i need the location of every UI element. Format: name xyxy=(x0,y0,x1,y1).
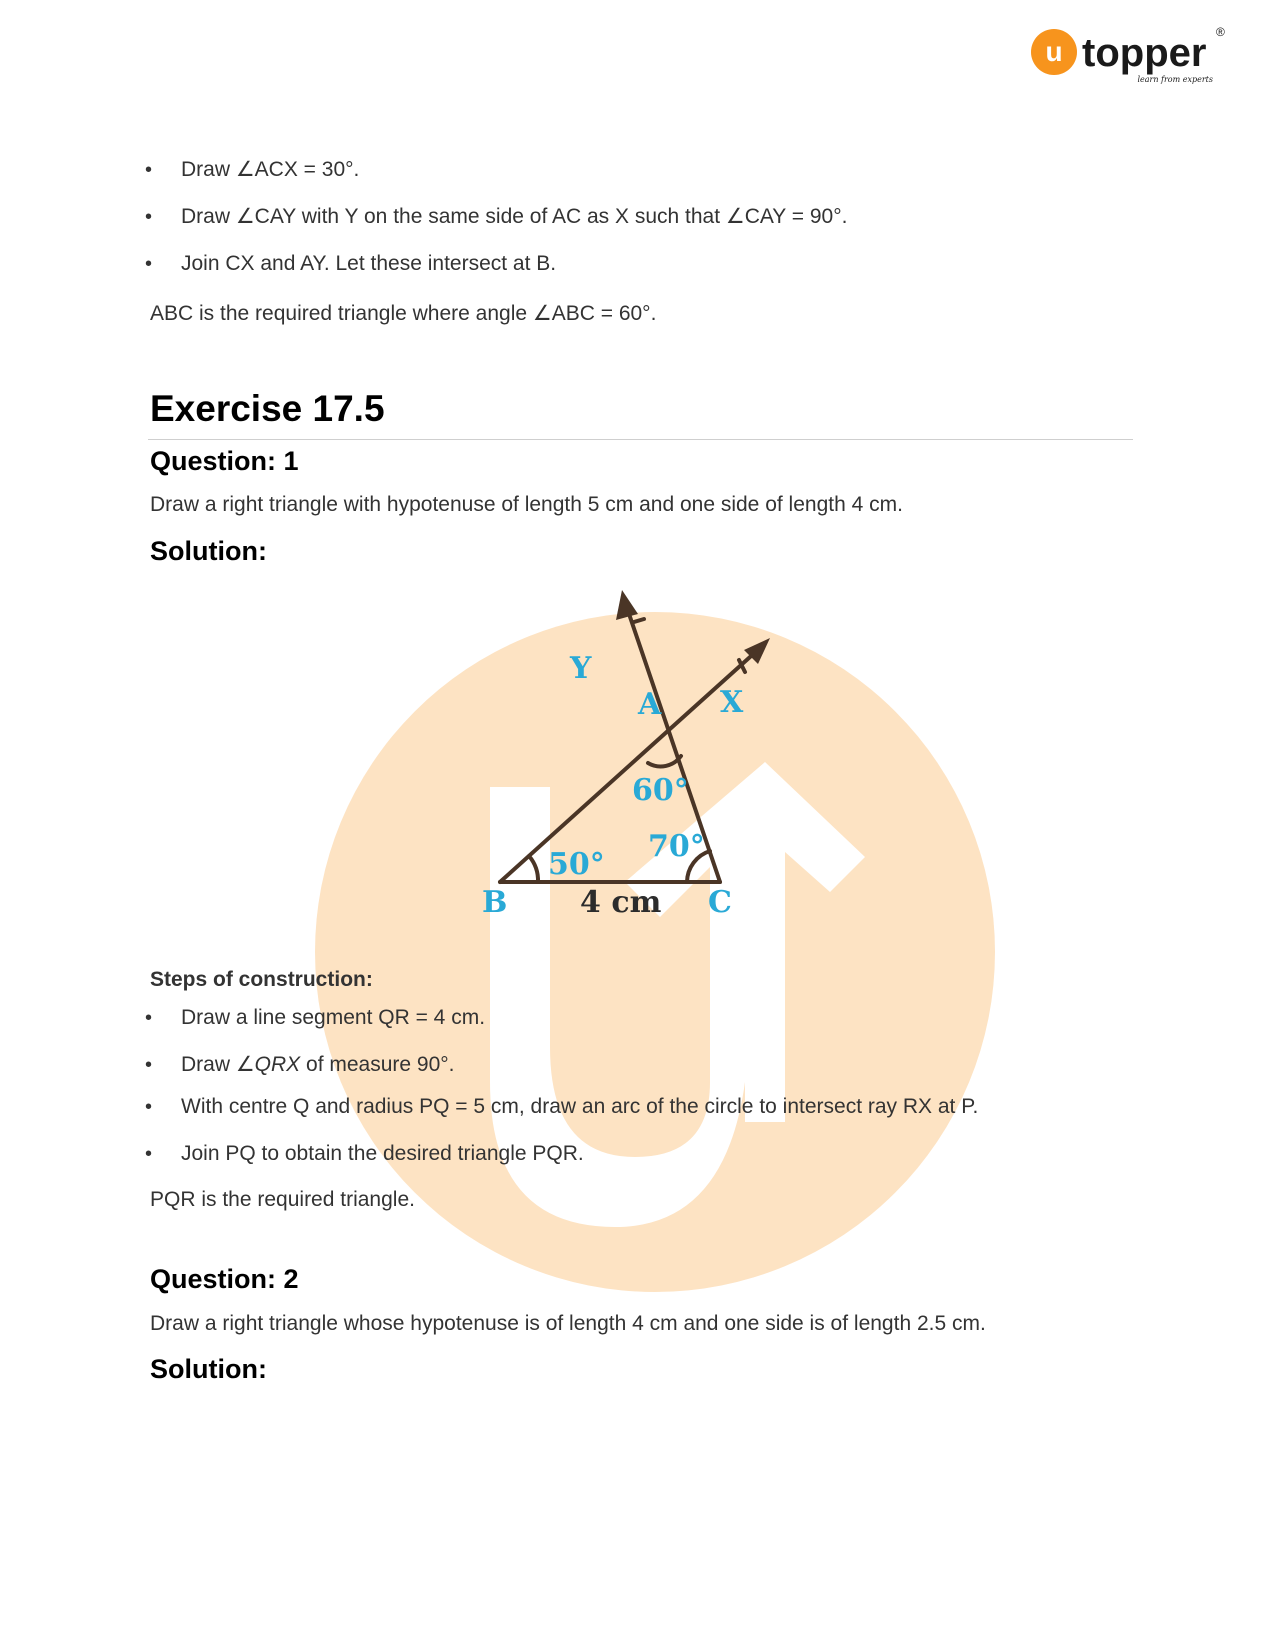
list-item: • Join CX and AY. Let these intersect at B. xyxy=(145,252,847,276)
list-item: • Draw ∠CAY with Y on the same side of AC as X such that ∠CAY = 90°. xyxy=(145,205,847,229)
triangle-figure xyxy=(480,590,790,920)
angle-label-c: 70° xyxy=(648,829,705,864)
q2-text: Draw a right triangle whose hypotenuse is of length 4 cm and one side is of length 2.5 cm. xyxy=(150,1312,986,1335)
ray-bx xyxy=(500,648,760,882)
logo-brand: topper xyxy=(1082,31,1207,75)
base-length-label: 4 cm xyxy=(580,885,662,920)
list-item xyxy=(145,1053,978,1077)
q2-heading: Question: 2 xyxy=(150,1264,299,1294)
section-divider xyxy=(148,439,1133,440)
logo-tagline: learn from experts xyxy=(1137,75,1213,84)
q1-heading: Question: 1 xyxy=(150,446,299,476)
step2-prefix: Draw xyxy=(181,1053,236,1076)
brand-logo[interactable] xyxy=(1030,22,1235,94)
label-b: B xyxy=(482,885,508,920)
step2-angle: ∠QRX xyxy=(235,1053,301,1076)
angle-label-b: 50° xyxy=(548,847,605,882)
q1-text: Draw a right triangle with hypotenuse of length 5 cm and one side of length 4 cm. xyxy=(150,493,903,516)
label-c: C xyxy=(708,885,732,920)
exercise-title: Exercise 17.5 xyxy=(150,388,385,429)
logo-registered: ® xyxy=(1216,25,1225,39)
angle-arc-b xyxy=(529,856,538,882)
label-y: Y xyxy=(570,651,592,686)
top-conclusion: ABC is the required triangle where angle ∠ABC = 60°. xyxy=(150,302,657,325)
q1-solution-label: Solution: xyxy=(150,536,267,566)
steps-list xyxy=(145,1006,978,1166)
q1-conclusion: PQR is the required triangle. xyxy=(150,1188,415,1211)
list-item: • With centre Q and radius PQ = 5 cm, draw an arc of the circle to intersect ray RX at P. xyxy=(145,1095,978,1119)
logo-mark: u xyxy=(1045,36,1063,67)
label-a: A xyxy=(638,687,662,722)
steps-label: Steps of construction: xyxy=(150,968,373,991)
label-x: X xyxy=(720,685,744,720)
top-bullet-list xyxy=(145,158,847,276)
list-item: • Join PQ to obtain the desired triangle PQR. xyxy=(145,1142,978,1166)
list-item: • Draw a line segment QR = 4 cm. xyxy=(145,1006,978,1030)
angle-label-a: 60° xyxy=(632,773,689,808)
q2-solution-label: Solution: xyxy=(150,1354,267,1384)
step2-suffix: of measure 90°. xyxy=(300,1053,455,1076)
arrowhead-y-icon xyxy=(616,590,638,620)
list-item: • Draw ∠ACX = 30°. xyxy=(145,158,847,182)
